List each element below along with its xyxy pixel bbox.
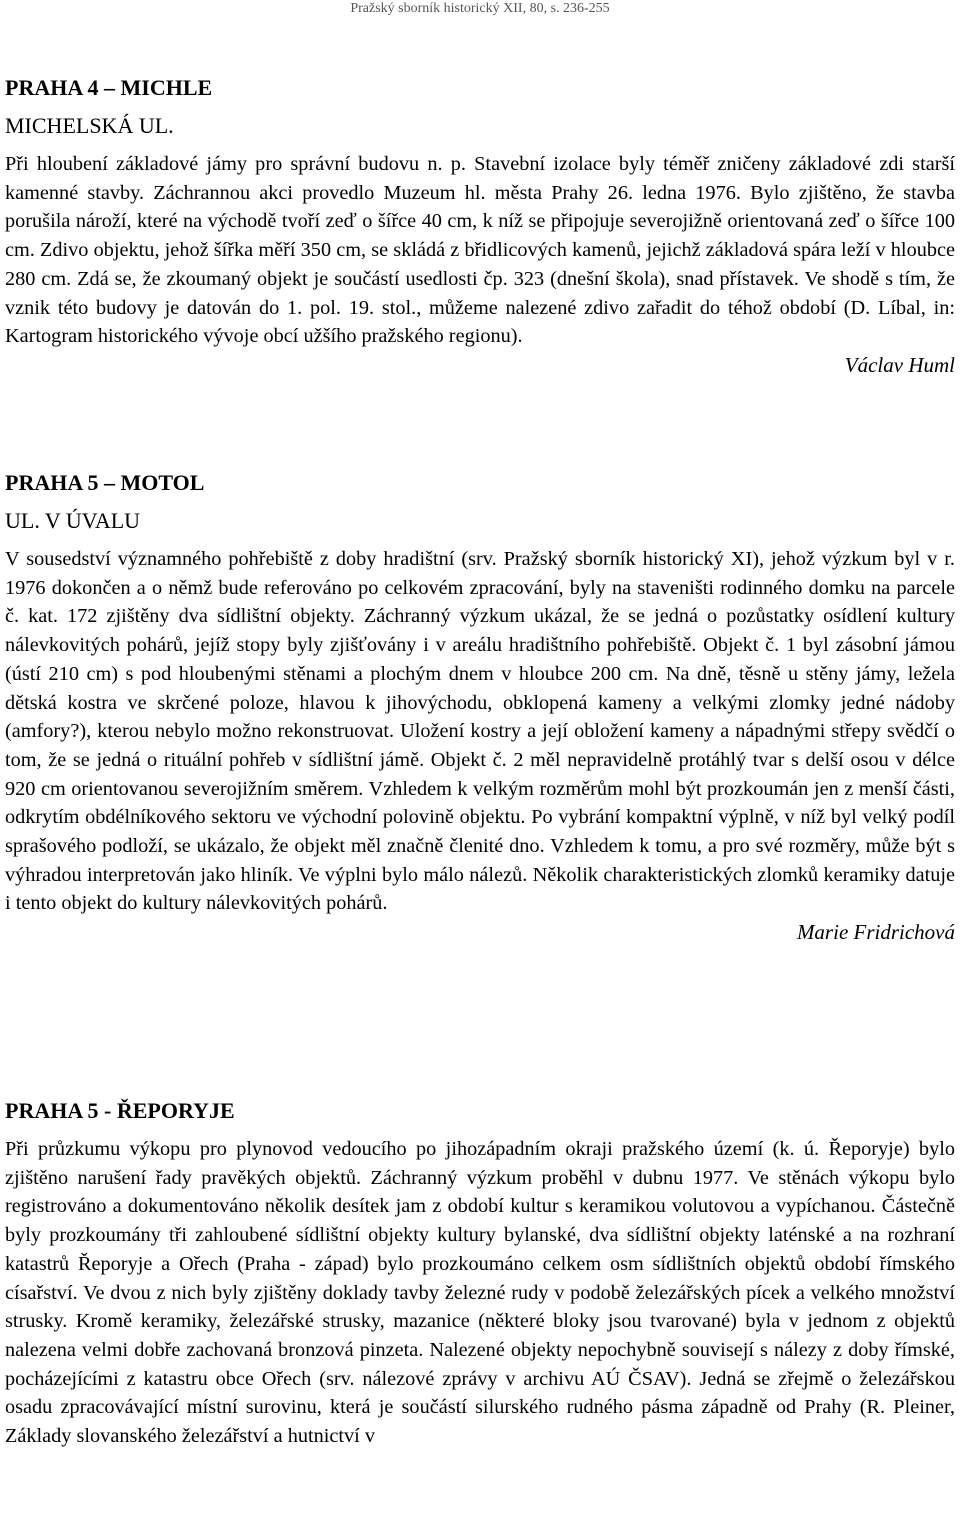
document-page	[5, 0, 955, 1448]
section-praha5-reporyje	[5, 1097, 955, 1451]
section-heading: PRAHA 5 - ŘEPORYJE	[5, 1098, 235, 1123]
section-praha5-motol	[5, 469, 955, 946]
section-heading: PRAHA 4 – MICHLE	[5, 75, 213, 100]
section-subheading: UL. V ÚVALU	[5, 508, 141, 533]
section-paragraph: Při průzkumu výkopu pro plynovod vedoucího po jihozápadním okraji pražského území (k. ú. Řeporyje) bylo zjištěno narušení řady pravěkých objektů. Záchranný výzkum proběhl v dubnu 1977. Ve stěnách výkopu bylo registrováno a dokumentováno několik desítek jam z období kultur s keramikou volutovou a vypíchanou. Částečně byly prozkoumány tři zahloubené sídlištní objekty kultury bylanské, dva sídlištní objekty laténské a na rozhraní katastrů Řeporyje a Ořech (Praha - západ) bylo prozkoumáno celkem osm sídlištních objektů období římského císařství. Ve dvou z nich byly zjištěny doklady tavby železné rudy v podobě železářských pícek a velkého množství strusky. Kromě keramiky, železářské strusky, mazanice (některé bloky jsou tvarované) byla v jednom z objektů nalezena velmi dobře zachovaná bronzová pinzeta. Nalezené objekty nepochybně souvisejí s nálezy z doby římské, pocházejícími z katastru obce Ořech (srv. nálezové zprávy v archivu AÚ ČSAV). Jedná se zřejmě o železářskou osadu zpracovávající místní surovinu, která je součástí silurského rudného pásma západně od Prahy (R. Pleiner, Základy slovanského železářství a hutnictví v	[5, 1138, 955, 1448]
section-heading: PRAHA 5 – MOTOL	[5, 470, 205, 495]
running-header: Pražský sborník historický XII, 80, s. 236-255	[350, 1, 610, 16]
author-signature: Václav Huml	[844, 352, 955, 377]
section-paragraph: V sousedství významného pohřebiště z doby hradištní (srv. Pražský sborník historický XI), jehož výzkum byl v r. 1976 dokončen a o němž bude referováno po celkovém zpracování, byly na staveništi rodinného domku na parcele č. kat. 172 zjištěny dva sídlištní objekty. Záchranný výzkum ukázal, že se jedná o pozůstatky osídlení kultury nálevkovitých pohárů, jejíž stopy byly zjišťovány i v areálu hradištního pohřebiště. Objekt č. 1 byl zásobní jámou (ústí 210 cm) s pod hloubenými stěnami a plochým dnem v hloubce 200 cm. Na dně, těsně u stěny jámy, ležela dětská kostra ve skrčené poloze, hlavou k jihovýchodu, obklopená kameny a velkými zlomky jedné nádoby (amfory?), kterou nebylo možno rekonstruovat. Uložení kostry a její obložení kameny a nápadnými střepy svědčí o tom, že se jedná o rituální pohřeb v sídlištní jámě. Objekt č. 2 měl nepravidelně protáhlý tvar s delší osou v délce 920 cm orientovanou severojižním směrem. Vzhledem k velkým rozměrům mohl být prozkoumán jen z menší části, odkrytím obdélníkového sektoru ve východní polovině objektu. Po vybrání kompaktní výplně, v níž byl velký podíl sprašového podloží, se ukázalo, že objekt měl značně členité dno. Vzhledem k tomu, a pro své rozměry, může být s výhradou interpretován jako hliník. Ve výplni bylo málo nálezů. Několik charakteristických zlomků keramiky datuje i tento objekt do kultury nálevkovitých pohárů.	[5, 548, 955, 915]
section-subheading: MICHELSKÁ UL.	[5, 113, 174, 138]
section-praha4-michle	[5, 74, 955, 379]
author-signature: Marie Fridrichová	[796, 920, 955, 945]
section-paragraph: Při hloubení základové jámy pro správní budovu n. p. Stavební izolace byly téměř zničeny základové zdi starší kamenné stavby. Záchrannou akci provedlo Muzeum hl. města Prahy 26. ledna 1976. Bylo zjištěno, že stavba porušila nároží, které na východě tvoří zeď o šířce 40 cm, k níž se připojuje severojižně orientovaná zeď o šířce 100 cm. Zdivo objektu, jehož šířka měří 350 cm, se skládá z břidlicových kamenů, jejichž základová spára leží v hloubce 280 cm. Zdá se, že zkoumaný objekt je součástí usedlosti čp. 323 (dnešní škola), snad přístavek. Ve shodě s tím, že vznik této budovy je datován do 1. pol. 19. stol., můžeme nalezené zdivo zařadit do téhož období (D. Líbal, in: Kartogram historického vývoje obcí užšího pražského regionu).	[5, 153, 955, 348]
